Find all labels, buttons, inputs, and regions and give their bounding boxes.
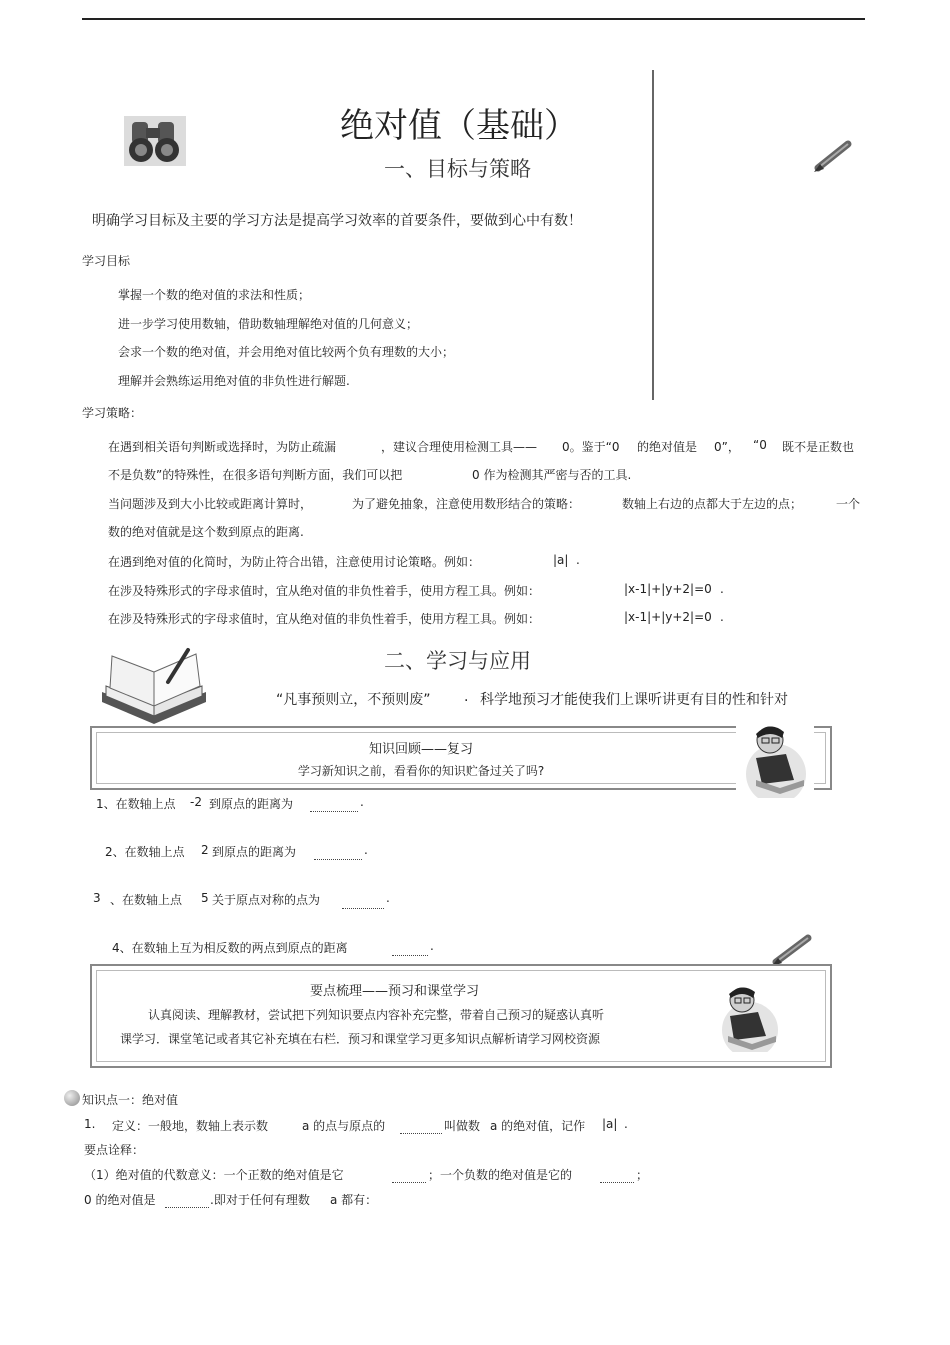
answer-blank[interactable]	[165, 1195, 209, 1208]
answer-blank[interactable]	[314, 847, 362, 860]
definition-text: .	[624, 1117, 628, 1131]
note-text: ；	[636, 1168, 649, 1182]
definition-text: a 的点与原点的	[302, 1119, 386, 1133]
binoculars-icon	[124, 116, 186, 166]
answer-blank[interactable]	[392, 1170, 426, 1183]
student-reading-icon	[710, 980, 788, 1052]
strategy-example: |x-1|+|y+2|=0	[624, 582, 712, 596]
goals-label: 学习目标	[82, 254, 131, 268]
student-reading-icon	[736, 718, 814, 798]
bullet-dot-icon	[64, 1090, 80, 1106]
question-4: 4、在数轴上互为相反数的两点到原点的距离	[112, 941, 348, 955]
key-box-line: 课学习．课堂笔记或者其它补充填在右栏．预习和课堂学习更多知识点解析请学习网校资源	[120, 1032, 601, 1046]
goal-item: 掌握一个数的绝对值的求法和性质；	[118, 288, 311, 302]
strategy-text: .	[720, 610, 724, 624]
question-1: -2	[190, 795, 202, 809]
question-1: .	[360, 795, 364, 809]
question-2: .	[364, 843, 368, 857]
definition-text: |a|	[602, 1117, 618, 1131]
strategy-text: 在遇到相关语句判断或选择时，为防止疏漏	[108, 440, 337, 454]
top-rule	[82, 18, 865, 20]
goal-item: 进一步学习使用数轴，借助数轴理解绝对值的几何意义；	[118, 317, 419, 331]
strategy-text: 0。鉴于“0	[562, 440, 620, 454]
strategy-text: 为了避免抽象，注意使用数形结合的策略：	[352, 497, 581, 511]
goal-item: 理解并会熟练运用绝对值的非负性进行解题.	[118, 374, 350, 388]
strategy-label: 学习策略：	[82, 406, 143, 420]
strategy-text: 在遇到绝对值的化简时，为防止符合出错，注意使用讨论策略。例如：	[108, 555, 481, 569]
question-3: .	[386, 891, 390, 905]
definition-text: 定义：一般地，数轴上表示数	[112, 1119, 269, 1133]
section2-heading: 二、学习与应用	[384, 649, 531, 673]
margin-divider	[652, 70, 654, 400]
strategy-text: .	[720, 582, 724, 596]
strategy-text: 数的绝对值就是这个数到原点的距离.	[108, 525, 304, 539]
review-box-title: 知识回顾——复习	[368, 742, 473, 757]
strategy-text: ，建议合理使用检测工具——	[381, 440, 538, 454]
question-1: 1、在数轴上点	[96, 797, 176, 811]
question-2: 到原点的距离为	[212, 845, 297, 859]
strategy-example: |x-1|+|y+2|=0	[624, 610, 712, 624]
strategy-text: “0	[753, 438, 767, 452]
note-text: （1）绝对值的代数意义：一个正数的绝对值是它	[84, 1168, 344, 1182]
open-book-icon	[98, 642, 210, 728]
quote-text: 科学地预习才能使我们上课听讲更有目的性和针对	[480, 692, 788, 708]
review-box-subtitle: 学习新知识之前，看看你的知识贮备过关了吗?	[297, 764, 545, 778]
note-text: ；一个负数的绝对值是它的	[428, 1168, 573, 1182]
pen-icon	[812, 138, 854, 174]
pen-icon	[770, 932, 814, 968]
strategy-text: 在涉及特殊形式的字母求值时，宜从绝对值的非负性着手，使用方程工具。例如：	[108, 584, 541, 598]
strategy-text: 0”，	[714, 440, 740, 454]
goal-item: 会求一个数的绝对值，并会用绝对值比较两个负有理数的大小；	[118, 345, 455, 359]
strategy-text: 的绝对值是	[637, 440, 698, 454]
question-3: 、在数轴上点	[110, 893, 183, 907]
note-text: .即对于任何有理数	[210, 1193, 310, 1207]
review-box	[90, 726, 832, 790]
strategy-text: 数轴上右边的点都大于左边的点；	[622, 497, 803, 511]
key-box-line: 认真阅读、理解教材，尝试把下列知识要点内容补充完整，带着自己预习的疑惑认真听	[148, 1008, 605, 1022]
question-2: 2	[201, 843, 209, 857]
strategy-text: 当问题涉及到大小比较或距离计算时，	[108, 497, 313, 511]
answer-blank[interactable]	[310, 799, 358, 812]
page-title: 绝对值（基础）	[340, 106, 578, 146]
quote-text: .	[464, 689, 469, 705]
question-1: 到原点的距离为	[209, 797, 294, 811]
definition-text: 叫做数	[444, 1119, 481, 1133]
question-3: 关于原点对称的点为	[212, 893, 321, 907]
definition-text: a 的绝对值，记作	[490, 1119, 586, 1133]
key-box-title: 要点梳理——预习和课堂学习	[310, 984, 480, 999]
question-3: 5	[201, 891, 209, 905]
question-4: .	[430, 939, 434, 953]
question-3: 3	[93, 891, 101, 905]
quote-text: “凡事预则立，不预则废”	[276, 692, 431, 708]
strategy-example: |a|	[553, 553, 569, 567]
notes-label: 要点诠释：	[84, 1143, 145, 1157]
strategy-text: 不是负数”的特殊性，在很多语句判断方面，我们可以把	[108, 468, 403, 482]
strategy-text: 既不是正数也	[782, 440, 855, 454]
note-text: a 都有：	[330, 1193, 378, 1207]
answer-blank[interactable]	[600, 1170, 634, 1183]
question-2: 2、在数轴上点	[105, 845, 185, 859]
strategy-text: 0 作为检测其严密与否的工具.	[472, 468, 632, 482]
strategy-text: 在涉及特殊形式的字母求值时，宜从绝对值的非负性着手，使用方程工具。例如：	[108, 612, 541, 626]
knowledge-point-label: 知识点一：绝对值	[82, 1093, 179, 1107]
strategy-text: 一个	[836, 497, 861, 511]
section1-intro: 明确学习目标及主要的学习方法是提高学习效率的首要条件，要做到心中有数！	[92, 213, 582, 229]
answer-blank[interactable]	[392, 943, 428, 956]
answer-blank[interactable]	[342, 896, 384, 909]
answer-blank[interactable]	[400, 1121, 442, 1134]
strategy-text: .	[576, 553, 580, 567]
note-text: 0 的绝对值是	[84, 1193, 156, 1207]
definition-number: 1.	[84, 1117, 96, 1131]
section1-heading: 一、目标与策略	[384, 157, 531, 181]
